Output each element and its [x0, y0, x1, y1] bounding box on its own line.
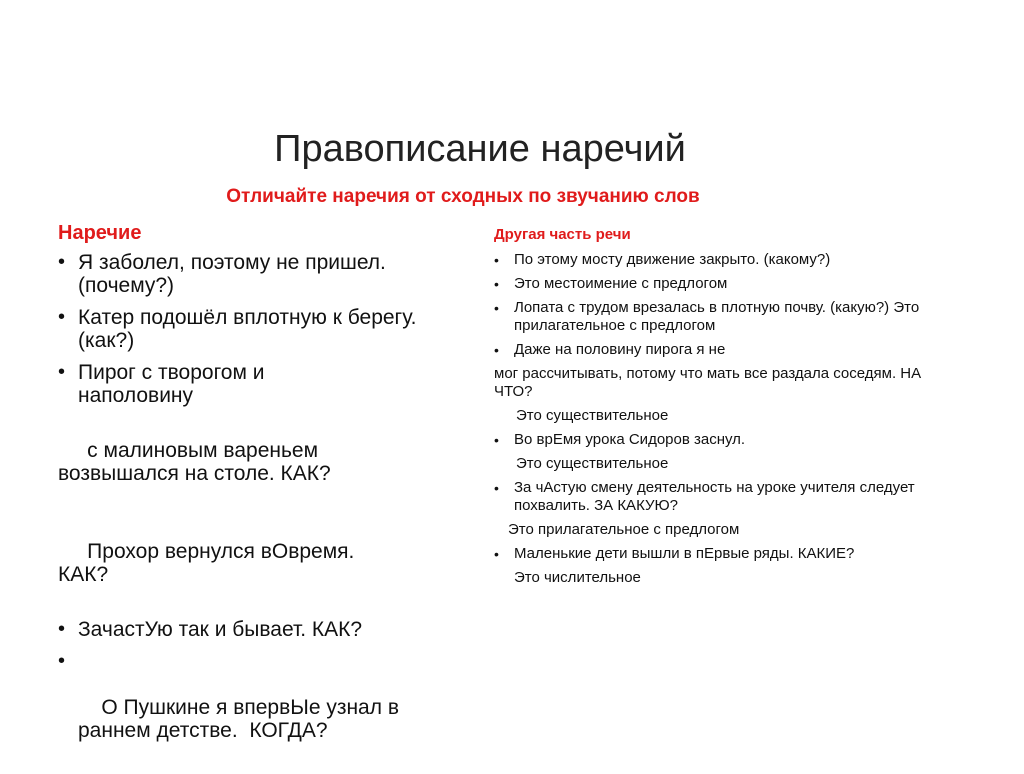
- bullet-icon: •: [494, 342, 499, 358]
- bullet-icon: •: [494, 300, 499, 316]
- list-item-text: Во врЕмя урока Сидоров заснул.: [514, 431, 746, 448]
- list-item: [58, 361, 338, 407]
- list-item: [494, 275, 964, 293]
- list-item: [58, 306, 468, 352]
- list-item: [494, 569, 964, 587]
- list-item-text: По этому мосту движение закрыто. (какому?): [514, 251, 831, 268]
- list-item-text: Это существительное: [516, 455, 669, 472]
- list-item: [58, 416, 378, 508]
- list-item: [494, 251, 964, 269]
- bullet-icon: •: [58, 306, 66, 328]
- list-item-text: Это существительное: [516, 407, 669, 424]
- list-item-text: Пирог с творогом и наполовину: [78, 361, 265, 407]
- list-item-text: Это местоимение с предлогом: [514, 275, 728, 292]
- bullet-icon: •: [494, 252, 499, 268]
- bullet-icon: •: [58, 650, 66, 672]
- bullet-icon: •: [58, 251, 66, 273]
- list-item: [58, 618, 468, 641]
- list-item: [494, 431, 964, 449]
- bullet-icon: •: [494, 546, 499, 562]
- other-part-column-heading: Другая часть речи: [494, 226, 631, 243]
- list-item: [494, 299, 944, 335]
- list-item: [58, 650, 448, 765]
- list-item-text: мог рассчитывать, потому что мать все раздала соседям. НА ЧТО?: [494, 365, 922, 400]
- list-item-text: ЗачастУю так и бывает. КАК?: [78, 618, 363, 641]
- list-item: [494, 407, 964, 425]
- list-item-text: с малиновым вареньем возвышался на столе. КАК?: [58, 439, 331, 485]
- list-item-text: За чАстую смену деятельность на уроке учителя следует похвалить. ЗА КАКУЮ?: [514, 479, 915, 514]
- list-item: [494, 545, 964, 563]
- list-item-text: Прохор вернулся вОвремя. КАК?: [58, 540, 361, 586]
- bullet-icon: •: [58, 618, 66, 640]
- list-item-text: Это прилагательное с предлогом: [508, 521, 740, 538]
- list-item-text: Даже на половину пирога я не: [514, 341, 726, 358]
- subtitle: Отличайте наречия от сходных по звучанию слов: [226, 186, 700, 207]
- list-item-text: О Пушкине я впервЫе узнал в раннем детстве. КОГДА?: [78, 696, 405, 742]
- list-item: [494, 365, 934, 401]
- bullet-icon: •: [58, 361, 66, 383]
- bullet-icon: •: [494, 480, 499, 496]
- list-item-text: Лопата с трудом врезалась в плотную почву. (какую?) Это прилагательное с предлогом: [514, 299, 920, 334]
- list-item-text: Маленькие дети вышли в пЕрвые ряды. КАКИЕ?: [514, 545, 855, 562]
- list-item-text: Я заболел, поэтому не пришел. (почему?): [78, 251, 386, 297]
- bullet-icon: •: [494, 432, 499, 448]
- page-title: Правописание наречий: [274, 128, 686, 170]
- list-item: [494, 341, 964, 359]
- list-item: [58, 517, 398, 609]
- adverb-column: [58, 222, 468, 774]
- other-part-column: [494, 226, 964, 593]
- adverb-column-heading: Наречие: [58, 222, 142, 244]
- list-item-text: Катер подошёл вплотную к берегу. (как?): [78, 306, 417, 352]
- list-item: [494, 455, 964, 473]
- list-item: [494, 479, 954, 515]
- bullet-icon: •: [494, 276, 499, 292]
- list-item: [58, 251, 468, 297]
- list-item-text: Это числительное: [514, 569, 641, 586]
- list-item: [494, 521, 964, 539]
